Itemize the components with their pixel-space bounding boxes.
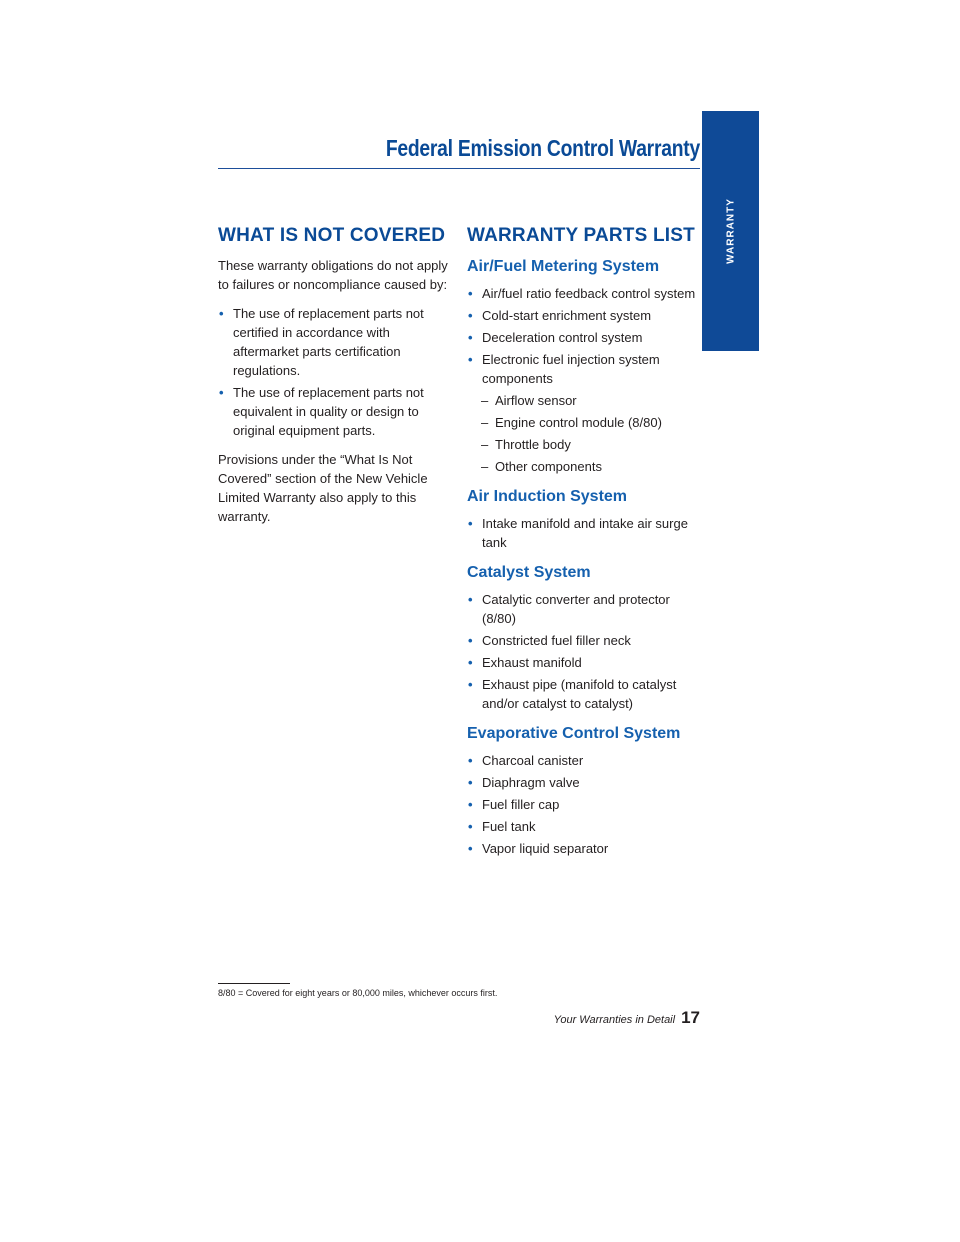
section-tab[interactable] (702, 111, 759, 351)
list-item: • Vapor liquid separator (467, 839, 699, 858)
air-fuel-list (467, 284, 699, 476)
subsection-title-evaporative: Evaporative Control System (467, 725, 681, 742)
page-header (218, 132, 700, 169)
evaporative-list (467, 751, 699, 858)
page-number: 17 (681, 1008, 700, 1027)
list-item: • Constricted fuel filler neck (467, 631, 699, 650)
not-covered-list (218, 304, 450, 440)
footer-text: Your Warranties in Detail (553, 1014, 676, 1026)
list-item: • Fuel tank (467, 817, 699, 836)
list-item: • Air/fuel ratio feedback control system (467, 284, 699, 303)
not-covered-heading: WHAT IS NOT COVERED (218, 225, 446, 246)
left-column (218, 224, 450, 536)
parts-list-heading: WARRANTY PARTS LIST (467, 225, 695, 246)
section-tab-label: WARRANTY (725, 198, 736, 264)
subsection-title-air-fuel: Air/Fuel Metering System (467, 258, 660, 275)
sub-list-item: – Engine control module (8/80) (467, 413, 699, 432)
sub-list-item: – Throttle body (467, 435, 699, 454)
list-item: • Deceleration control system (467, 328, 699, 347)
right-column (467, 224, 699, 868)
sub-list-item: – Other components (467, 457, 699, 476)
subsection-title-catalyst: Catalyst System (467, 564, 591, 581)
not-covered-intro: These warranty obligations do not apply to failures or noncompliance caused by: (218, 258, 448, 292)
list-item: • Catalytic converter and protector (8/80) (467, 590, 699, 628)
air-induction-list (467, 514, 699, 552)
list-item: • Exhaust pipe (manifold to catalyst and/or catalyst to catalyst) (467, 675, 699, 713)
footnote: 8/80 = Covered for eight years or 80,000 miles, whichever occurs first. (218, 988, 498, 998)
page-title: Federal Emission Control Warranty (385, 135, 700, 161)
list-item: • Diaphragm valve (467, 773, 699, 792)
list-item: • Charcoal canister (467, 751, 699, 770)
list-item: • Cold-start enrichment system (467, 306, 699, 325)
footnote-divider (218, 983, 290, 984)
subsection-title-air-induction: Air Induction System (467, 488, 628, 505)
list-item: • The use of replacement parts not certified in accordance with aftermarket parts certification regulations. (218, 304, 450, 380)
list-item: • Exhaust manifold (467, 653, 699, 672)
list-item: • Fuel filler cap (467, 795, 699, 814)
not-covered-closing: Provisions under the “What Is Not Covered” section of the New Vehicle Limited Warranty also apply to this warranty. (218, 452, 428, 524)
list-item: • The use of replacement parts not equivalent in quality or design to original equipment parts. (218, 383, 450, 440)
list-item: • Intake manifold and intake air surge tank (467, 514, 699, 552)
page-footer (554, 1008, 700, 1028)
list-item: • Electronic fuel injection system components (467, 350, 699, 388)
sub-list-item: – Airflow sensor (467, 391, 699, 410)
catalyst-list (467, 590, 699, 713)
